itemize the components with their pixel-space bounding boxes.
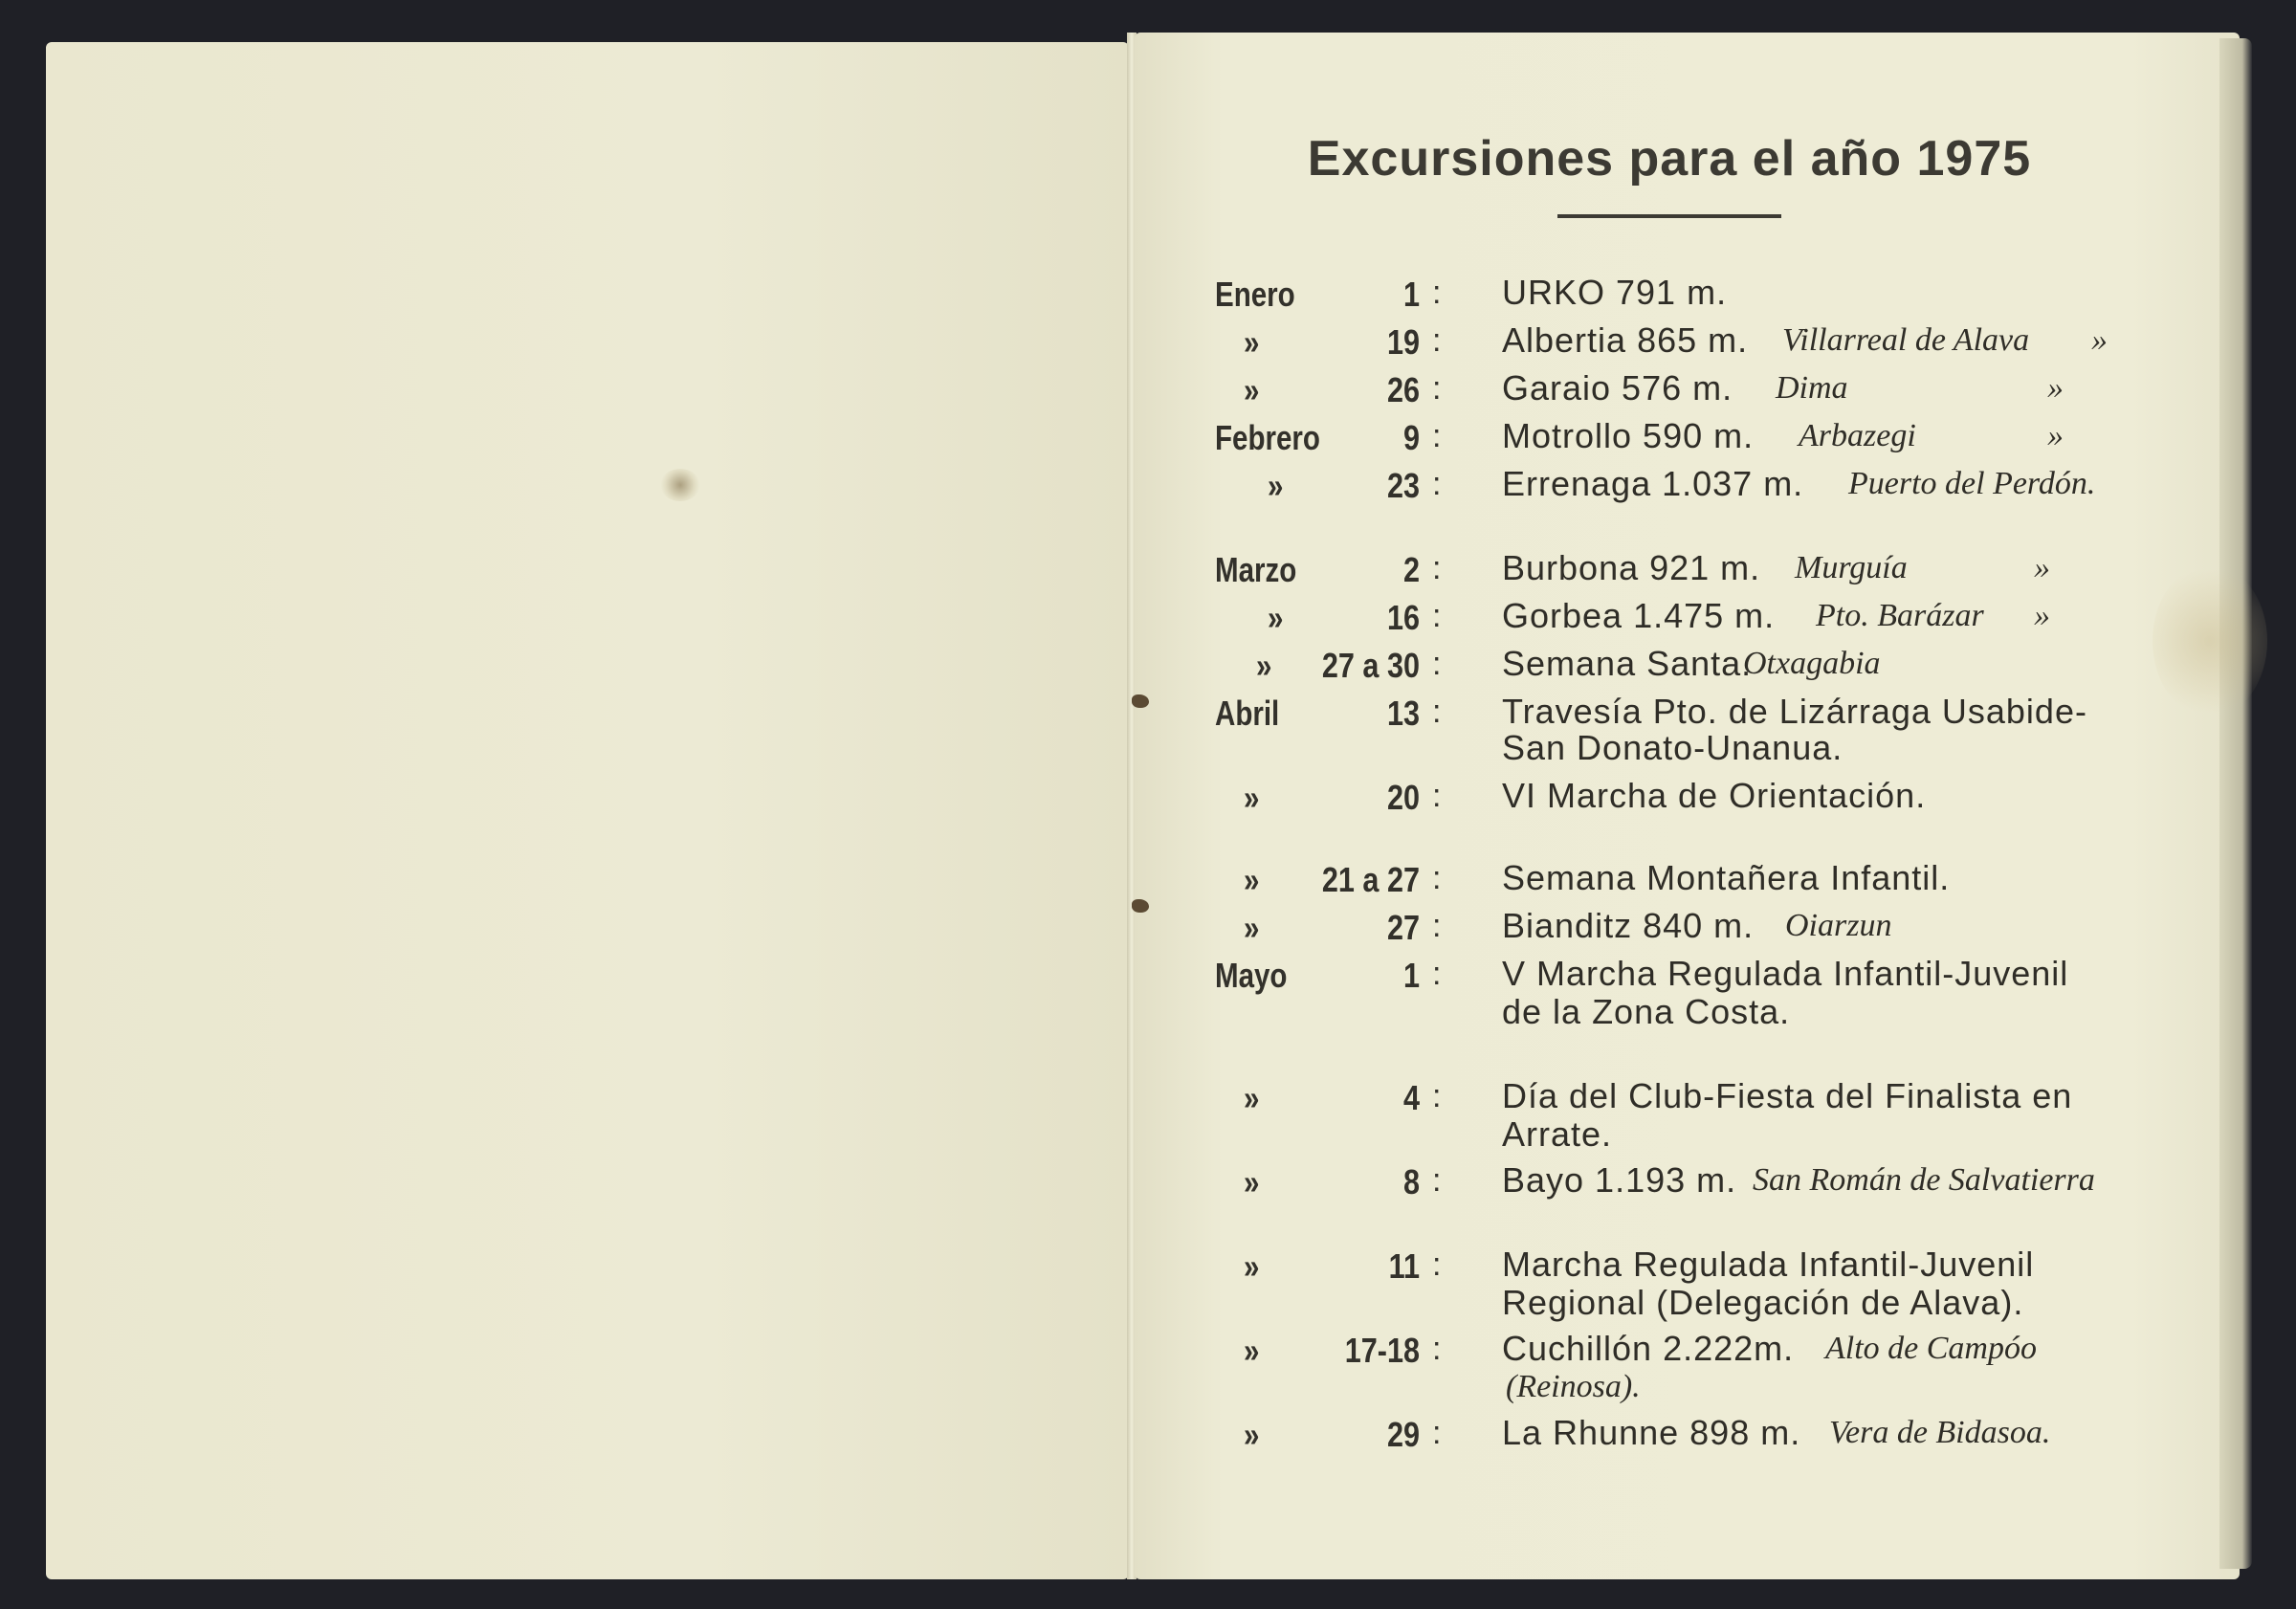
day-label: 16: [1386, 598, 1420, 637]
month-label: »: [1244, 1078, 1260, 1117]
place: Bayo 1.193 m.: [1502, 1160, 1737, 1200]
month-label: »: [1244, 1331, 1260, 1370]
staple: [1132, 899, 1149, 913]
note: »: [2091, 322, 2108, 358]
stain-mark: [660, 469, 700, 501]
detail: Puerto del Perdón.: [1848, 466, 2096, 501]
detail: Dima: [1776, 370, 1848, 406]
detail: Villarreal de Alava: [1782, 322, 2030, 358]
day-label: 23: [1386, 466, 1420, 505]
place: Bianditz 840 m.: [1502, 906, 1755, 945]
place: Motrollo 590 m.: [1502, 416, 1755, 455]
detail: Murguía: [1795, 550, 1908, 585]
place: Travesía Pto. de Lizárraga Usabide-: [1502, 692, 2087, 731]
separator: :: [1432, 860, 1442, 896]
month-label: »: [1244, 778, 1260, 817]
place: Cuchillón 2.222m.: [1502, 1329, 1795, 1368]
separator: :: [1432, 598, 1442, 634]
day-label: 2: [1402, 550, 1420, 589]
month-label: »: [1244, 1246, 1260, 1286]
separator: :: [1432, 1078, 1442, 1114]
place: Semana Santa.: [1502, 644, 1753, 683]
month-label: »: [1244, 860, 1260, 899]
month-label: Mayo: [1215, 956, 1288, 995]
separator: :: [1432, 646, 1442, 682]
place: URKO 791 m.: [1502, 273, 1728, 312]
stain-mark: [2152, 564, 2267, 717]
month-label: »: [1256, 646, 1272, 685]
place: Gorbea 1.475 m.: [1502, 596, 1776, 635]
separator: :: [1432, 550, 1442, 586]
place: VI Marcha de Orientación.: [1502, 776, 1927, 815]
month-label: »: [1268, 598, 1284, 637]
separator: :: [1432, 1331, 1442, 1367]
day-label: 17-18: [1344, 1331, 1420, 1370]
separator: :: [1432, 778, 1442, 814]
day-label: 27: [1386, 908, 1420, 947]
day-label: 1: [1402, 956, 1420, 995]
separator: :: [1432, 370, 1442, 407]
day-label: 20: [1386, 778, 1420, 817]
note: »: [2047, 418, 2064, 453]
detail: Otxagabia: [1743, 646, 1881, 681]
month-label: Abril: [1215, 694, 1280, 733]
day-label: 8: [1402, 1162, 1420, 1201]
place: Errenaga 1.037 m.: [1502, 464, 1804, 503]
place: Marcha Regulada Infantil-Juvenil: [1502, 1245, 2035, 1284]
detail: San Román de Salvatierra: [1753, 1162, 2095, 1198]
place: Semana Montañera Infantil.: [1502, 858, 1951, 897]
place: Burbona 921 m.: [1502, 548, 1761, 587]
separator: :: [1432, 694, 1442, 730]
note: »: [2047, 370, 2064, 406]
month-label: Febrero: [1215, 418, 1320, 457]
detail-continuation: (Reinosa).: [1506, 1369, 1641, 1404]
day-label: 21 a 27: [1321, 860, 1420, 899]
separator: :: [1432, 956, 1442, 992]
month-label: »: [1268, 466, 1284, 505]
month-label: »: [1244, 1415, 1260, 1454]
left-page: [46, 42, 1129, 1579]
place: Albertia 865 m.: [1502, 320, 1749, 360]
title-underline: [1557, 214, 1781, 218]
day-label: 1: [1402, 275, 1420, 314]
detail: Alto de Campóo: [1825, 1331, 2037, 1366]
separator: :: [1432, 322, 1442, 359]
staple: [1132, 694, 1149, 708]
separator: :: [1432, 418, 1442, 454]
note: »: [2034, 598, 2050, 633]
day-label: 4: [1402, 1078, 1420, 1117]
detail: Oiarzun: [1785, 908, 1892, 943]
month-label: »: [1244, 322, 1260, 362]
page-title: Excursiones para el año 1975: [1307, 131, 2032, 187]
place: Garaio 576 m.: [1502, 368, 1733, 408]
month-label: »: [1244, 370, 1260, 409]
place: La Rhunne 898 m.: [1502, 1413, 1801, 1452]
day-label: 13: [1386, 694, 1420, 733]
separator: :: [1432, 275, 1442, 311]
month-label: »: [1244, 1162, 1260, 1201]
separator: :: [1432, 908, 1442, 944]
separator: :: [1432, 466, 1442, 502]
day-label: 27 a 30: [1321, 646, 1420, 685]
day-label: 11: [1388, 1246, 1420, 1286]
month-label: »: [1244, 908, 1260, 947]
month-label: Enero: [1215, 275, 1295, 314]
place: Día del Club-Fiesta del Finalista en: [1502, 1076, 2073, 1115]
place-continuation: Arrate.: [1502, 1114, 1613, 1154]
place-continuation: Regional (Delegación de Alava).: [1502, 1283, 2024, 1322]
detail: Pto. Barázar: [1816, 598, 1984, 633]
detail: Arbazegi: [1799, 418, 1916, 453]
separator: :: [1432, 1246, 1442, 1283]
month-label: Marzo: [1215, 550, 1297, 589]
separator: :: [1432, 1162, 1442, 1199]
day-label: 26: [1386, 370, 1420, 409]
separator: :: [1432, 1415, 1442, 1451]
place-continuation: San Donato-Unanua.: [1502, 728, 1843, 767]
place-continuation: de la Zona Costa.: [1502, 992, 1791, 1031]
page-edges: [2219, 38, 2252, 1569]
note: »: [2034, 550, 2050, 585]
day-label: 9: [1402, 418, 1420, 457]
day-label: 29: [1386, 1415, 1420, 1454]
day-label: 19: [1386, 322, 1420, 362]
place: V Marcha Regulada Infantil-Juvenil: [1502, 954, 2069, 993]
detail: Vera de Bidasoa.: [1829, 1415, 2051, 1450]
